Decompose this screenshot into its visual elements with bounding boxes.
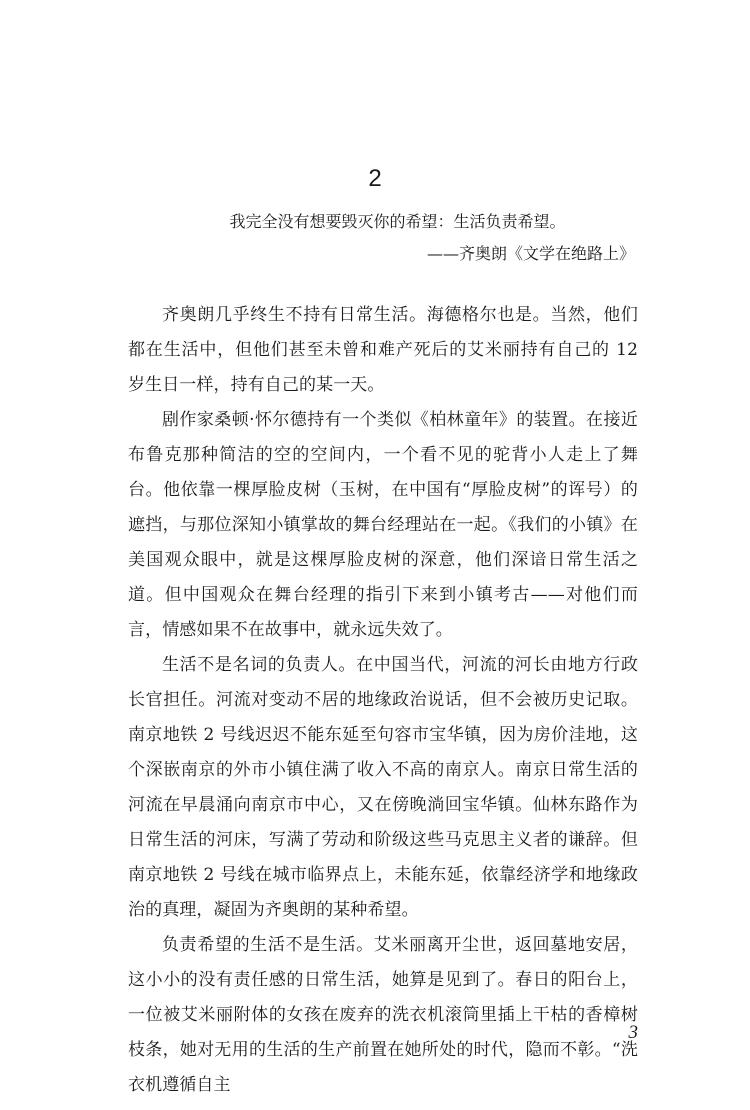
page-number: 3 <box>628 1022 638 1043</box>
epigraph-quote: 我完全没有想要毁灭你的希望：生活负责希望。 <box>229 212 566 231</box>
paragraph: 负责希望的生活不是生活。艾米丽离开尘世，返回墓地安居，这小小的没有责任感的日常生活，她算是见到了。春日的阳台上，一位被艾米丽附体的女孩在废弃的洗衣机滚筒里插上干枯的香樟树枝条，她对无用的生活的生产前置在她所处的时代，隐而不彰。“洗衣机遵循自主 <box>128 935 638 1095</box>
paragraph: 剧作家桑顿·怀尔德持有一个类似《柏林童年》的装置。在接近布鲁克那种简洁的空的空间内，一个看不见的驼背小人走上了舞台。他依靠一棵厚脸皮树（玉树，在中国有“厚脸皮树”的诨号）的遮挡，与那位深知小镇掌故的舞台经理站在一起。《我们的小镇》在美国观众眼中，就是这棵厚脸皮树的深意，他们深谙日常生活之道。但中国观众在舞台经理的指引下来到小镇考古——对他们而言，情感如果不在故事中，就永远失效了。 <box>128 410 638 640</box>
epigraph-attribution: ——齐奥朗《文学在绝路上》 <box>426 244 635 263</box>
chapter-number: 2 <box>368 165 382 192</box>
paragraph: 生活不是名词的负责人。在中国当代，河流的河长由地方行政长官担任。河流对变动不居的地缘政治说话，但不会被历史记取。南京地铁 2 号线迟迟不能东延至句容市宝华镇，因为房价洼地，这个深嵌南京的外市小镇住满了收入不高的南京人。南京日常生活的河流在早晨涌向南京市中心，又在傍晚淌回宝华镇。仙林东路作为日常生活的河床，写满了劳动和阶级这些马克思主义者的谦辞。但南京地铁 2 号线在城市临界点上，未能东延，依靠经济学和地缘政治的真理，凝固为齐奥朗的某种希望。 <box>128 655 638 920</box>
epigraph <box>120 206 635 270</box>
paragraph: 齐奥朗几乎终生不持有日常生活。海德格尔也是。当然，他们都在生活中，但他们甚至未曾和难产死后的艾米丽持有自己的 12 岁生日一样，持有自己的某一天。 <box>128 305 638 395</box>
body-text <box>128 298 638 1103</box>
